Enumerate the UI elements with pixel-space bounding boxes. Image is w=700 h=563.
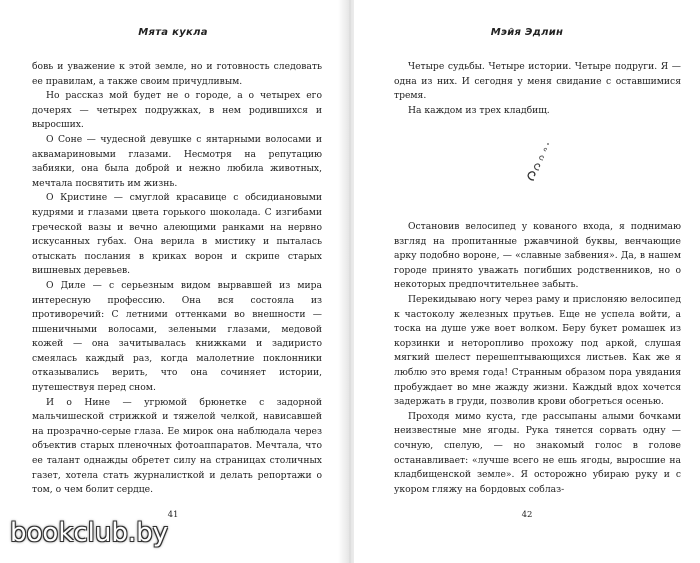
paragraph: Остановив велосипед у кованого входа, я поднимаю взгляд на пропитанные ржавчиной буквы, венчающие арку подобно вороне, — «славные забвения». Да, в нашем городе принято уважать погибших родственников, но о некоторых предпочтительнее забыть. xyxy=(394,221,681,291)
paragraph: Но рассказ мой будет не о городе, а о четырех его дочерях — четырех подружках, в нем родившихся и выросших. xyxy=(32,90,322,131)
paragraph: Четыре судьбы. Четыре истории. Четыре подруги. Я — одна из них. И сегодня у меня свидание с оставшимися тремя. xyxy=(394,61,681,102)
right-running-header: Мэйя Эдлин xyxy=(490,27,564,38)
paragraph: Перекидываю ногу через раму и прислоняю велосипед к частоколу железных прутьев. Еще не успела войти, а тоска на душе уже воет волком. Беру букет ромашек из корзинки и неторопливо прохожу под аркой, слушая мягкий шелест перешептывающихся листьев. Как же я люблю это время года! Странным образом пора увядания пробуждает во мне жажду жизни. Каждый вдох хочется задержать в груди, позволив крови обогреться осенью. xyxy=(394,293,681,408)
paragraph: бовь и уважение к этой земле, но и готовность следовать ее правилам, а также своим причудливым. xyxy=(32,61,322,87)
left-body-text xyxy=(32,60,322,498)
paragraph: Проходя мимо куста, где рассыпаны алыми бочками неизвестные мне ягоды. Рука тянется сорвать одну — сочную, спелую, — но знакомый голос в голове останавливает: «лучше всего не ешь ягоды, выросшие на кладбищенской земле». Я осторожно убираю руку и с укором гляжу на бордовых соблаз- xyxy=(394,410,681,495)
paragraph: О Кристине — смуглой красавице с обсидиановыми кудрями и глазами цвета горького шоколада. С изгибами греческой вазы и вечно алеющими ранками на нервно искусанных губах. Она верила в мистику и пыталась отыскать послания в криках ворон и скрипе старых вишневых деревьев. xyxy=(32,192,322,277)
paragraph: О Диле — с серьезным видом вырвавшей из мира интересную профессию. Она вся состояла из противоречий: С летними оттенками во внешности — пшеничными волосами, зелеными глазами, медовой кожей — она зачитывалась книжками и задиристо смеялась каждый раз, когда малолетние поклонники отказывались верить, что она сочиняет истории, путешествуя перед сном. xyxy=(32,279,322,394)
right-body-text-top xyxy=(394,60,681,118)
left-page xyxy=(0,0,346,563)
section-break-ornament xyxy=(524,140,554,186)
paragraph: И о Нине — угрюмой брюнетке с задорной мальчишеской стрижкой и тяжелой челкой, нависавшей на прозрачно-серые глаза. Ее мирок она наблюдала через объектив старых пленочных фотоаппаратов. Мечтала, что ее талант однажды обретет силу на страницах столичных газет, хотела стать журналисткой и делать репортажи о том, о чем болит сердце. xyxy=(32,396,322,496)
left-running-header: Мята кукла xyxy=(138,27,208,38)
paragraph: На каждом из трех кладбищ. xyxy=(408,104,550,116)
paragraph: О Соне — чудесной девушке с янтарными волосами и аквамариновыми глазами. Несмотря на репутацию забияки, она была доброй и нежно любила животных, мечтала посвятить им жизнь. xyxy=(32,133,322,189)
right-page-number: 42 xyxy=(521,510,533,520)
left-page-number: 41 xyxy=(167,510,179,520)
right-body-text-bottom xyxy=(394,220,681,497)
right-page xyxy=(354,0,700,563)
site-watermark: bookclub.by xyxy=(10,518,169,548)
